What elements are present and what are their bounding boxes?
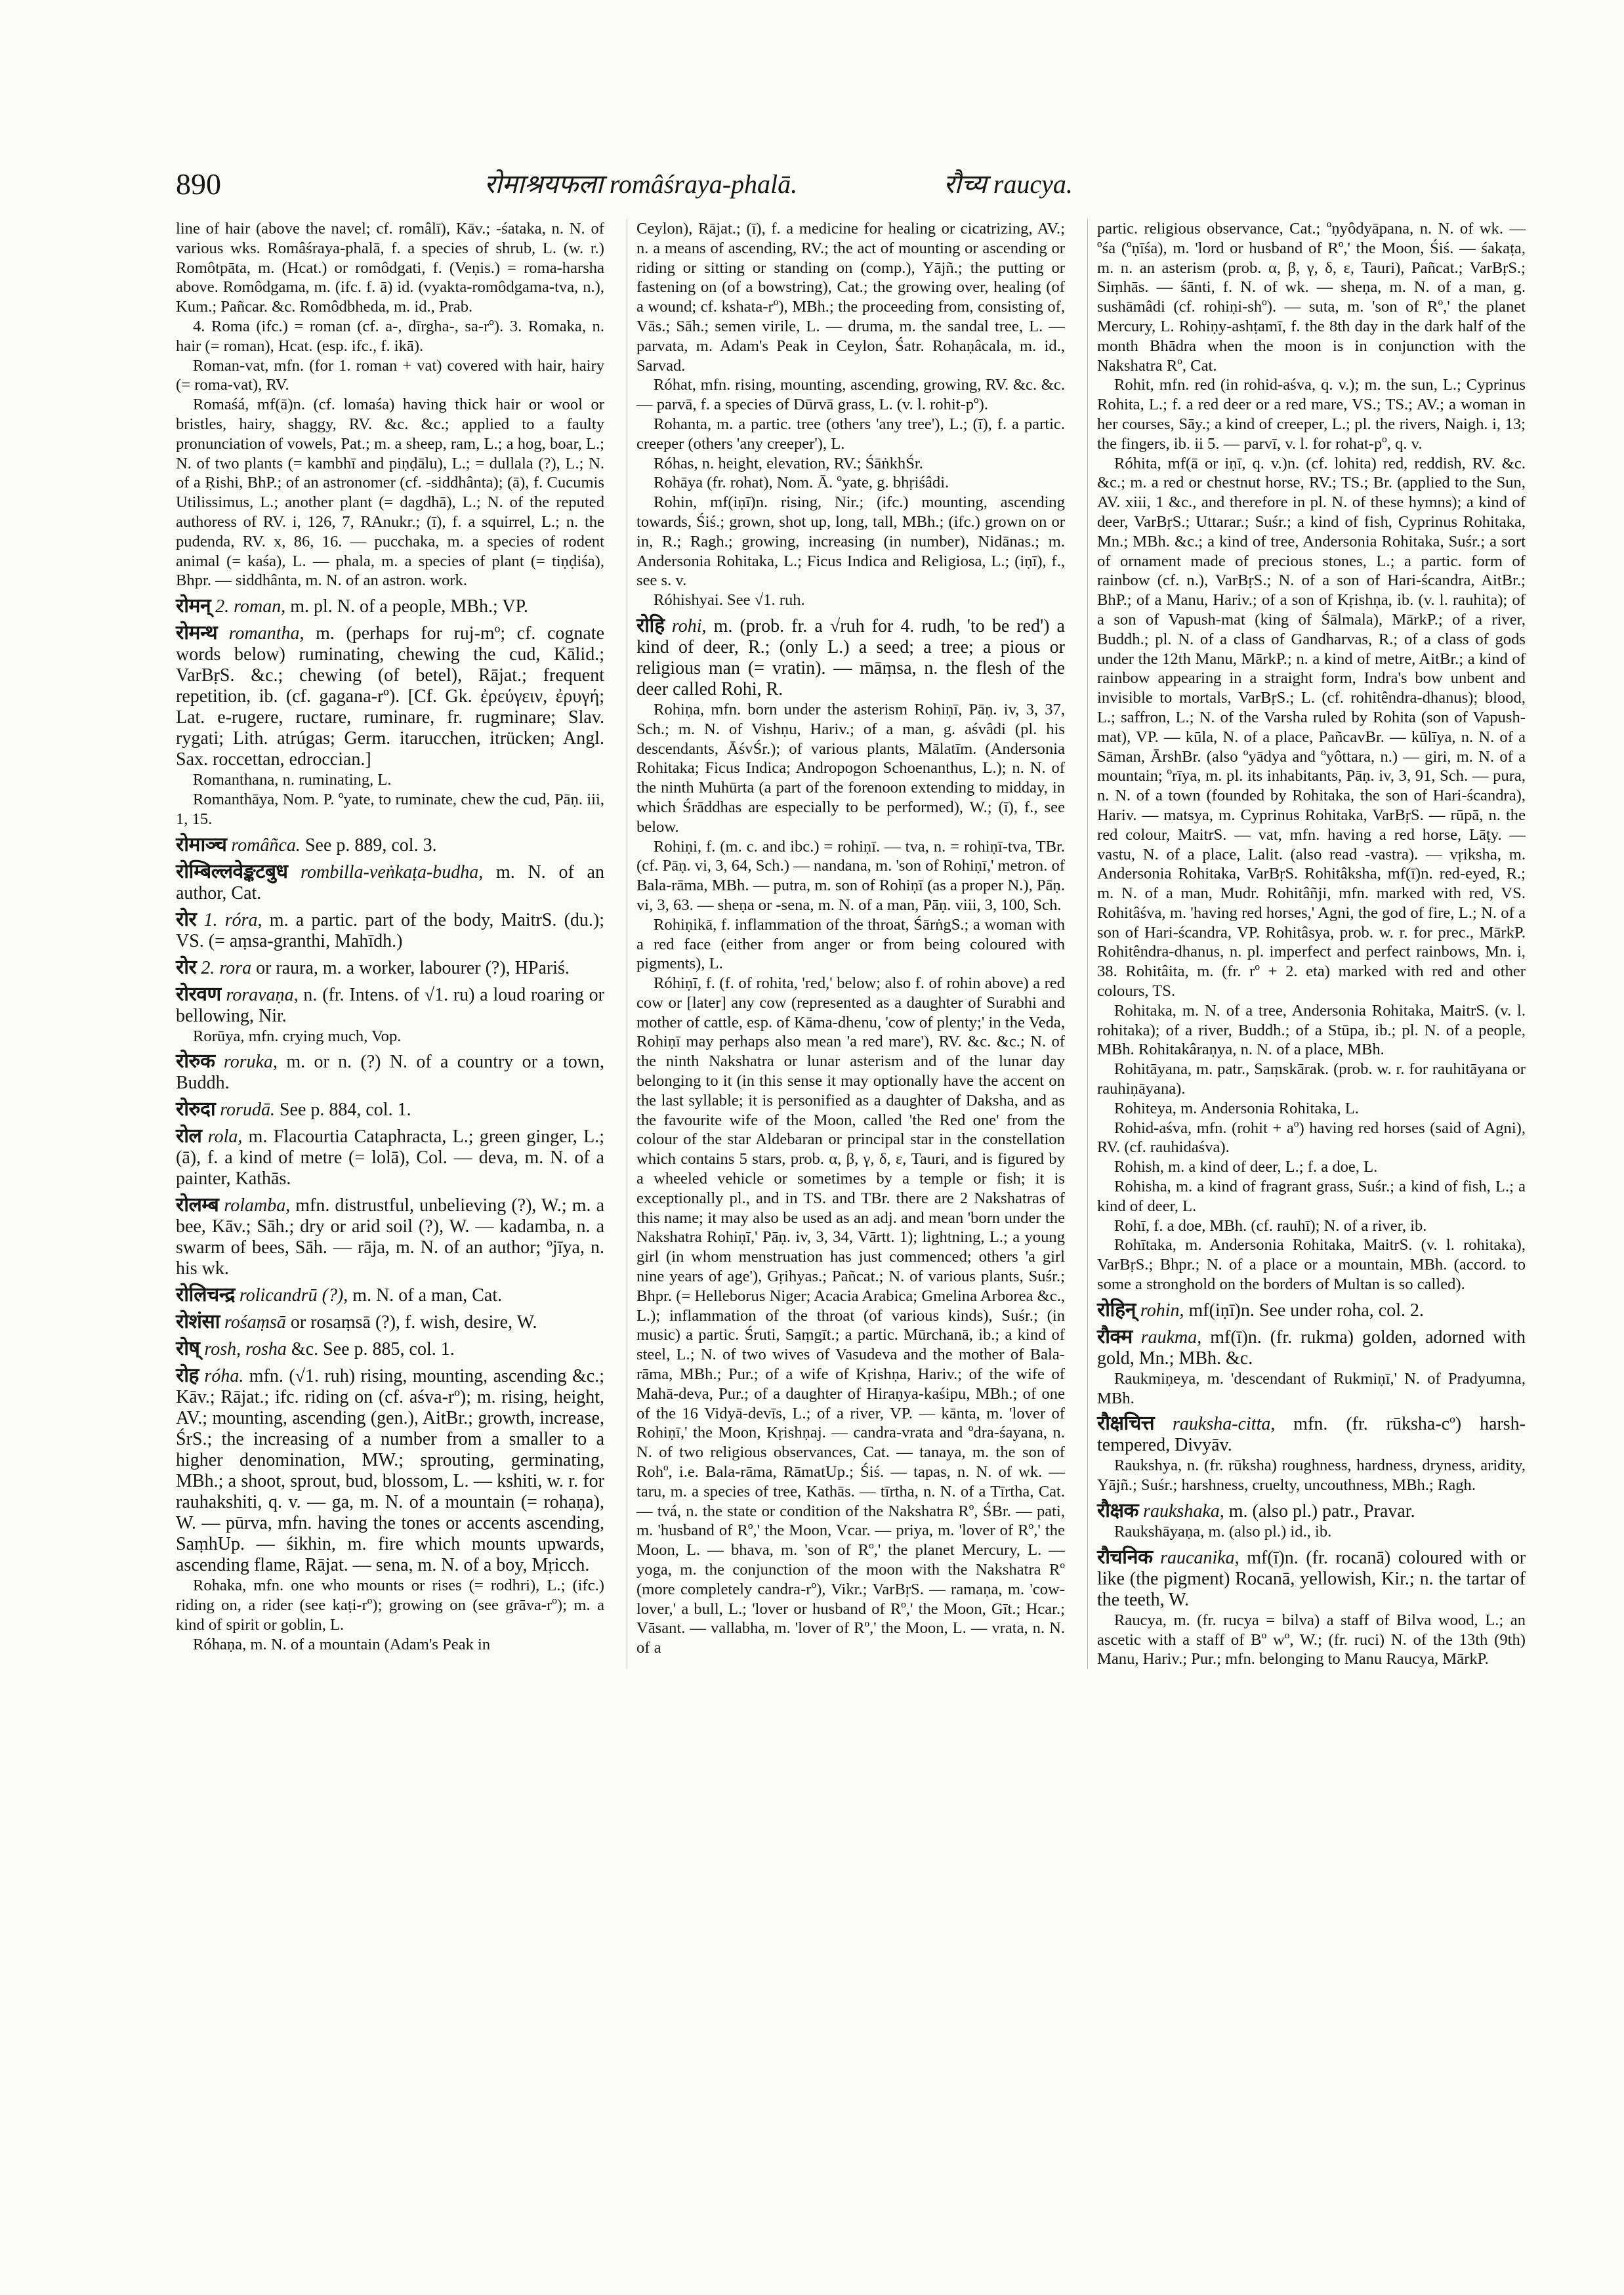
entry-text: Romaśá, mf(ā)n. (cf. lomaśa) having thick hair or wool or bristles, hairy, shaggy, RV. &c. &c.; applied to a faulty pronunciation of vowels, Pat.; m. a sheep, ram, L.; a hog, boar, L.; N. of two plants (= kambhī and piṇḍālu), L.; = dullala (?), L.; N. of a Ṛishi, BhP.; of an astronomer (cf. -siddhânta); (ā), f. Cucumis Utilissimus, L.; another plant (= dagdhā), L.; N. of the reputed authoress of RV. i, 126, 7, RAnukr.; (ī), f. a squirrel, L.; n. the pudenda, RV. x, 86, 16. — pucchaka, m. a species of rodent animal (= kaśa), L. — phala, m. a species of plant (= tiṇḍiśa), Bhpr. — siddhânta, m. N. of an astron. work.	[176, 396, 604, 590]
dictionary-entry	[636, 590, 1065, 610]
devanagari-headword: रोर	[176, 955, 197, 979]
column-3	[1087, 219, 1526, 1669]
entry-text: m. or n. (?) N. of a country or a town, Buddh.	[176, 1052, 605, 1094]
continued-entry	[176, 219, 604, 317]
entry-text: mfn. (√1. ruh) rising, mounting, ascending &c.; Kāv.; Rājat.; ifc. riding on (cf. aśva-rº); m. rising, height, AV.; mounting, ascending (gen.), AitBr.; growth, increase, ŚrS.; the increasing of a number from a smaller to a higher denomination, MW.; sprouting, germinating, MBh.; a shoot, sprout, bud, blossom, L. — kshiti, w. r. for rauhakshiti, q. v. — ga, m. N. of a mountain (= rohaṇa), W. — pūrva, mfn. having the tones or accents ascending, SaṃhUp. — śikhin, m. fire which mounts upwards, ascending flame, Rājat. — sena, m. N. of a boy, Mṛicch.	[176, 1366, 604, 1576]
entry-text: m. a partic. part of the body, MaitrS. (du.); VS. (= aṃsa-granthi, Mahīdh.)	[176, 909, 604, 951]
devanagari-headword: रोम्बिल्लवेङ्कटबुध	[176, 859, 288, 883]
right-guide-word: रौच्य raucya.	[944, 169, 1073, 199]
entry-text: m. pl. N. of a people, MBh.; VP.	[285, 596, 528, 617]
headword-entry	[176, 861, 604, 904]
page-number: 890	[176, 167, 221, 201]
entry-text: Rohitāyana, m. patr., Saṃskārak. (prob. w. r. for rauhitāyana or rauhiṇāyana).	[1097, 1060, 1526, 1098]
entry-text: mfn. (fr. rūksha-cº) harsh-tempered, Divyāv.	[1097, 1414, 1526, 1456]
dictionary-entry	[636, 915, 1065, 974]
dictionary-entry	[176, 770, 604, 790]
entry-text: m. (also pl.) patr., Pravar.	[1224, 1501, 1415, 1522]
dictionary-entry	[1097, 1099, 1526, 1119]
dictionary-entry	[636, 974, 1065, 1658]
dictionary-entry	[176, 1027, 604, 1046]
devanagari-headword: रोहि	[636, 613, 665, 637]
headword-entry	[176, 1126, 604, 1189]
entry-text: Romanthana, n. ruminating, L.	[193, 771, 392, 789]
devanagari-headword: रोष्	[176, 1337, 200, 1361]
devanagari-headword: रौचनिक	[1097, 1545, 1153, 1569]
entry-text: Róhaṇa, m. N. of a mountain (Adam's Peak in	[193, 1635, 491, 1653]
headword-entry	[176, 1312, 604, 1333]
dictionary-entry	[1097, 1177, 1526, 1216]
entry-text: Rohiteya, m. Andersonia Rohitaka, L.	[1114, 1099, 1359, 1117]
transliterated-headword: 1. róra,	[196, 909, 262, 930]
entry-text: Raukmiṇeya, m. 'descendant of Rukmiṇī,' N. of Pradyumna, MBh.	[1097, 1369, 1526, 1407]
devanagari-headword: रोरुक	[176, 1050, 215, 1073]
dictionary-entry	[636, 473, 1065, 493]
headword-entry	[176, 596, 604, 617]
entry-text: m. N. of an author, Cat.	[176, 861, 604, 903]
headword-entry	[176, 1051, 604, 1094]
devanagari-headword: रोमन्	[176, 594, 211, 618]
transliterated-headword: raukshaka,	[1138, 1501, 1224, 1522]
dictionary-entry	[636, 375, 1065, 415]
headword-entry	[1097, 1413, 1526, 1456]
entry-text: m. (prob. fr. a √ruh for 4. rudh, 'to be red') a kind of deer, R.; (only L.) a seed; a tree; a pious or religious man (= vratin). — māṃsa, n. the flesh of the deer called Rohi, R.	[636, 615, 1065, 699]
dictionary-entry	[1097, 1456, 1526, 1495]
headword-entry	[176, 957, 604, 979]
headword-entry	[1097, 1547, 1526, 1611]
headword-entry	[176, 984, 604, 1027]
left-guide-word: रोमाश्रयफला româśraya-phalā.	[484, 169, 798, 199]
headword-entry	[176, 623, 604, 770]
dictionary-entry	[176, 317, 604, 356]
entry-text: Róhishyai. See √1. ruh.	[654, 591, 805, 610]
headword-entry	[176, 909, 604, 952]
entry-text: Rohītaka, m. Andersonia Rohitaka, MaitrS. (v. l. rohitaka), VarBṛS.; Bhpr.; N. of a place or a mountain, MBh. (accord. to some a stronghold on the borders of Multan is so called).	[1097, 1236, 1526, 1294]
entry-text: mf(ī)n. (fr. rukma) golden, adorned with gold, Mn.; MBh. &c.	[1097, 1327, 1526, 1369]
entry-text: Róhas, n. height, elevation, RV.; ŚāṅkhŚr.	[654, 454, 923, 472]
devanagari-headword: रोलिचन्द्र	[176, 1283, 235, 1307]
entry-text: &c. See p. 885, col. 1.	[286, 1339, 455, 1360]
dictionary-entry	[176, 356, 604, 396]
entry-text: Rohiṇa, mfn. born under the asterism Rohiṇī, Pāṇ. iv, 3, 37, Sch.; m. N. of Vishṇu, Hariv.; of a man, g. aśvâdi (pl. his descendants, ĀśvŚr.); of various plants, Mālatīm. (Andersonia Rohitaka; Ficus Indica; Andropogon Schoenanthus, L.); n. N. of the ninth Muhūrta (a part of the forenoon extending to midday, in which Śrāddhas are especially to be performed), W.; (ī), f., see below.	[636, 700, 1065, 836]
dictionary-entry	[1097, 1235, 1526, 1294]
entry-text: Raukshya, n. (fr. rūksha) roughness, hardness, dryness, aridity, Yājñ.; Suśr.; harshness, cruelty, uncouthness, MBh.; Ragh.	[1097, 1457, 1526, 1495]
transliterated-headword: raukma,	[1132, 1327, 1202, 1348]
entry-text: Rohit, mfn. red (in rohid-aśva, q. v.); m. the sun, L.; Cyprinus Rohita, L.; f. a red deer or a red mare, VS.; TS.; AV.; a woman in her courses, Sāy.; a kind of creeper, L.; pl. the rivers, Naigh. i, 13; the fingers, ib. ii 5. — parvī, v. l. for rohat-pº, q. v.	[1097, 376, 1526, 453]
entry-text: m. Flacourtia Cataphracta, L.; green ginger, L.; (ā), f. a kind of metre (= lolā), Col. — deva, m. N. of a painter, Kathās.	[176, 1127, 604, 1189]
entry-text: Rohid-aśva, mfn. (rohit + aº) having red horses (said of Agni), RV. (cf. rauhidaśva).	[1097, 1119, 1526, 1157]
dictionary-entry	[636, 415, 1065, 454]
dictionary-entry	[1097, 375, 1526, 453]
headword-entry	[1097, 1327, 1526, 1369]
transliterated-headword: rohi,	[664, 615, 707, 636]
dictionary-entry	[1097, 1060, 1526, 1099]
transliterated-headword: róha.	[198, 1366, 244, 1387]
transliterated-headword: roruka,	[215, 1052, 278, 1073]
running-head	[176, 164, 1526, 205]
dictionary-entry	[1097, 1369, 1526, 1409]
entry-text: Raucya, m. (fr. rucya = bilva) a staff of Bilva wood, L.; an ascetic with a staff of Bº wº, W.; (fr. ruci) N. of the 13th (9th) Manu, Hariv.; Pur.; mfn. belonging to Manu Raucya, MārkP.	[1097, 1611, 1526, 1668]
entry-text: m. N. of a man, Cat.	[348, 1285, 503, 1306]
devanagari-headword: रोर	[176, 907, 197, 931]
entry-text: Rohiṇi, f. (m. c. and ibc.) = rohiṇī. — tva, n. = rohiṇī-tva, TBr. (cf. Pāṇ. vi, 3, 64, Sch.) — nandana, m. 'son of Rohiṇī,' metron. of Bala-rāma, MBh. — putra, m. son of Rohiṇī (as a proper N.), Pāṇ. vi, 3, 63. — sheṇa or -sena, m. N. of a man, Pāṇ. viii, 3, 100, Sch.	[636, 837, 1065, 914]
dictionary-entry	[1097, 1001, 1526, 1060]
transliterated-headword: rosh, rosha	[199, 1339, 287, 1360]
entry-text: Rohī, f. a doe, MBh. (cf. rauhī); N. of a river, ib.	[1114, 1216, 1427, 1235]
devanagari-headword: रोरुदा	[176, 1098, 216, 1121]
transliterated-headword: rauksha-citta,	[1154, 1414, 1276, 1435]
dictionary-entry	[176, 395, 604, 590]
transliterated-headword: romantha,	[217, 623, 304, 644]
dictionary-entry	[1097, 1157, 1526, 1177]
entry-text: Rohish, m. a kind of deer, L.; f. a doe, L.	[1114, 1158, 1378, 1176]
dictionary-entry	[1097, 1216, 1526, 1236]
entry-text: Ceylon), Rājat.; (ī), f. a medicine for healing or cicatrizing, AV.; n. a means of ascending, RV.; the act of mounting or ascending or riding or sitting or standing on (comp.), Yājñ.; the putting or fastening on (of a bowstring), Cat.; the growing over, healing (of a wound; cf. kshata-rº), MBh.; the proceeding from, consisting of, Vās.; Sāh.; semen virile, L. — druma, m. the sandal tree, L. — parvata, m. Adam's Peak in Ceylon, Śatr. Rohaṇâcala, m. id., Sarvad.	[636, 220, 1065, 375]
entry-text: mf(ī)n. (fr. rocanā) coloured with or like (the pigment) Rocanā, yellowish, Kir.; n. the tartar of the teeth, W.	[1097, 1547, 1526, 1610]
headword-entry	[176, 1365, 604, 1576]
continued-entry	[1097, 219, 1526, 375]
column-2	[627, 219, 1065, 1669]
transliterated-headword: rolicandrū (?),	[234, 1285, 348, 1306]
entry-text: mf(iṇī)n. See under roha, col. 2.	[1184, 1300, 1424, 1321]
headword-entry	[176, 1195, 604, 1279]
transliterated-headword: 2. rora	[196, 957, 252, 978]
dictionary-entry	[636, 454, 1065, 474]
dictionary-entry	[636, 700, 1065, 837]
headword-entry	[176, 835, 604, 856]
entry-text: line of hair (above the navel; cf. româlī), Kāv.; -śataka, n. N. of various wks. Româśraya-phalā, f. a species of shrub, L. (w. r.) Romôtpāta, m. (Hcat.) or romôdgati, f. (Veṇis.) = roma-harsha above. Romôdgama, m. (ifc. f. ā) id. (vyakta-romôdgama-tva, n.), Kum.; Pañcar. &c. Romôdbheda, m. id., Prab.	[176, 220, 604, 316]
entry-text: Rohin, mf(iṇī)n. rising, Nir.; (ifc.) mounting, ascending towards, Śiś.; grown, shot up, long, tall, MBh.; (ifc.) grown on or in, R.; Ragh.; growing, increasing (in number), Nidānas.; m. Andersonia Rohitaka, L.; Ficus Indica and Religiosa, L.; (iṇī), f., see s. v.	[636, 493, 1065, 590]
entry-text: Rohaka, mfn. one who mounts or rises (= rodhri), L.; (ifc.) riding on, a rider (see kaṭi-rº); growing on (see grāva-rº); m. a kind of spirit or goblin, L.	[176, 1577, 604, 1634]
dictionary-entry	[1097, 1119, 1526, 1158]
transliterated-headword: 2. roman,	[211, 596, 286, 617]
entry-text: mfn. distrustful, unbelieving (?), W.; m. a bee, Kāv.; Sāh.; dry or arid soil (?), W. — kadamba, n. a swarm of bees, Sāh. — rāja, m. N. of an author; ºjīya, n. his wk.	[176, 1195, 604, 1279]
transliterated-headword: rola,	[201, 1127, 243, 1148]
headword-entry	[1097, 1500, 1526, 1522]
headword-entry	[176, 1285, 604, 1306]
entry-text: 4. Roma (ifc.) = roman (cf. a-, dīrgha-, sa-rº). 3. Romaka, n. hair (= roman), Hcat. (esp. ifc., f. ikā).	[176, 317, 604, 355]
devanagari-headword: रोशंसा	[176, 1310, 220, 1334]
entry-text: Rorūya, mfn. crying much, Vop.	[193, 1027, 402, 1045]
entry-text: Roman-vat, mfn. (for 1. roman + vat) covered with hair, hairy (= roma-vat), RV.	[176, 356, 604, 394]
entry-text: n. (fr. Intens. of √1. ru) a loud roaring or bellowing, Nir.	[176, 984, 604, 1026]
headword-entry	[1097, 1300, 1526, 1321]
devanagari-headword: रौक्षचित्त	[1097, 1412, 1155, 1436]
entry-text: Rohiṇikā, f. inflammation of the throat, ŚārṅgS.; a woman with a red face (either from anger or from being coloured with pigments), L.	[636, 915, 1065, 973]
entry-text: Róhita, mf(ā or iṇī, q. v.)n. (cf. lohita) red, reddish, RV. &c. &c.; m. a red or chestnut horse, RV.; TS.; Br. (applied to the Sun, AV. xiii, 1 &c., and therefore in pl. N. of these hymns); a kind of deer, VarBṛS.; Uttarar.; Suśr.; a kind of fish, Cyprinus Rohitaka, Mn.; MBh. &c.; a kind of tree, Andersonia Rohitaka, Suśr.; a sort of ornament made of precious stones, L.; a partic. form of rainbow (cf. n.), VarBṛS.; N. of a son of Hari-ścandra, AitBr.; BhP.; of a Manu, Hariv.; of a son of Kṛishṇa, ib. (v. l. rauhita); of a son of Vapush-mat (king of Śālmala), MārkP.; of a river, Buddh.; pl. N. of a class of Gandharvas, R.; of a class of gods under the 12th Manu, MārkP.; n. a kind of metre, AitBr.; a kind of rainbow appearing in a straight form, Indra's bow unbent and invisible to mortals, VarBṛS.; L. (cf. rohitêndra-dhanus); blood, L.; saffron, L.; N. of the Varsha ruled by Rohita (son of Vapush-mat), VP. — kūla, N. of a place, PañcavBr. — kūlīya, n. N. of a Sāman, ĀrshBr. (also ºyādya and ºyôttara, n.) — giri, m. N. of a mountain; ºrīya, m. pl. its inhabitants, Pāṇ. iv, 3, 91, Sch. — pura, n. N. of a town (founded by Rohitaka, the son of Hari-ścandra), Hariv. — matsya, m. Cyprinus Rohitaka, VarBṛS. — rūpā, n. the red colour, MaitrS. — vat, mfn. having a red horse, Lāṭy. — vastu, N. of a place, Lalit. (also read -vastra). — vṛiksha, m. Andersonia Rohitaka, VarBṛS. Rohitâksha, mf(ī)n. red-eyed, R.; m. N. of a man, Mudr. Rohitâñji, mfn. marked with red, VS. Rohitâśva, m. 'having red horses,' Agni, the god of fire, L.; N. of a son of Hari-ścandra, VP. Rohitâsya, prob. w. r. for prec., MārkP. Rohitêndra-dhanus, n. pl. imperfect and perfect rainbows, Mn. i, 38. Rohitâita, m. (fr. rº + 2. eta) marked with red and other colours, TS.	[1097, 454, 1526, 1001]
headword-entry	[636, 615, 1065, 700]
entry-text: Raukshāyaṇa, m. (also pl.) id., ib.	[1114, 1523, 1332, 1541]
devanagari-headword: रोरवण	[176, 982, 221, 1006]
transliterated-headword: raucanika,	[1152, 1547, 1239, 1568]
dictionary-columns	[176, 219, 1526, 1669]
continued-entry	[636, 219, 1065, 375]
dictionary-entry	[176, 1635, 604, 1655]
column-1	[176, 219, 604, 1669]
transliterated-headword: rolamba,	[219, 1195, 291, 1216]
devanagari-headword: रोलम्ब	[176, 1193, 219, 1217]
entry-text: or rosaṃsā (?), f. wish, desire, W.	[285, 1312, 537, 1333]
entry-text: Rohisha, m. a kind of fragrant grass, Suśr.; a kind of fish, L.; a kind of deer, L.	[1097, 1178, 1526, 1215]
dictionary-entry	[636, 493, 1065, 590]
transliterated-headword: rorudā.	[215, 1100, 275, 1121]
transliterated-headword: rohin,	[1135, 1300, 1184, 1321]
devanagari-headword: रोह	[176, 1364, 199, 1388]
entry-text: Róhiṇī, f. (f. of rohita, 'red,' below; also f. of rohin above) a red cow or [later] any cow (represented as a daughter of Surabhi and mother of cattle, esp. of Kāma-dhenu, 'cow of plenty;' in the Veda, Rohiṇī may perhaps also mean 'a red mare'), RV. &c. &c.; N. of the ninth Nakshatra or lunar asterism and of the lunar day belonging to it (in this sense it may optionally have the accent on the last syllable; it is personified as a daughter of Daksha, and as the favourite wife of the Moon, called 'the Red one' from the colour of the star Aldebaran or principal star in the constellation which contains 5 stars, prob. α, β, γ, δ, ε, Tauri, and is figured by a wheeled vehicle or sometimes by a temple or fish; it is exceptionally pl., and in TS. and TBr. there are 2 Nakshatras of this name; it may also be used as an adj. and mean 'born under the Nakshatra Rohiṇī,' Pāṇ. iv, 3, 34, Vārtt. 1); lightning, L.; a young girl (in whom menstruation has just commenced; others 'a girl nine years of age'), Gṛihyas.; Pañcat.; N. of various plants, Suśr.; Bhpr. (= Helleborus Niger; Acacia Arabica; Gmelina Arborea &c., L.); inflammation of the throat (of various kinds), Suśr.; (in music) a partic. Śruti, Saṃgīt.; a partic. Mūrchanā, ib.; a kind of steel, L.; N. of two wives of Vasudeva and the mother of Bala-rāma, MBh.; Pur.; of a wife of Kṛishṇa, Hariv.; of the wife of Mahā-deva, Pur.; of a daughter of Hiraṇya-kaśipu, MBh.; of one of the 16 Vidyā-devīs, L.; of a river, VP. — kānta, m. 'lover of Rohiṇī,' the Moon, Kṛishṇaj. — candra-vrata and ºdra-śayana, n. N. of two religious observances, Cat. — tanaya, m. the son of Rohº, i.e. Bala-rāma, RāmatUp.; Śiś. — tapas, n. N. of wk. — taru, m. a species of tree, Kathās. — tīrtha, n. N. of a Tīrtha, Cat. — tvá, n. the state or condition of the Nakshatra Rº, ŚBr. — pati, m. 'husband of Rº,' the Moon, Vcar. — priya, m. 'lover of Rº,' the Moon, L. — bhava, m. 'son of Rº,' the planet Mercury, L. — yoga, m. the conjunction of the moon with the Nakshatra Rº (more completely candra-rº), Vikr.; VarBṛS. — ramaṇa, m. 'cow-lover,' a bull, L.; 'lover or husband of Rº,' the Moon, Gīt.; Hcar.; Vāsant. — vallabha, m. 'lover of Rº,' the Moon, L. — vrata, n. N. of a	[636, 974, 1065, 1657]
headword-entry	[176, 1338, 604, 1360]
devanagari-headword: रोहिन्	[1097, 1298, 1136, 1321]
dictionary-entry	[1097, 454, 1526, 1001]
devanagari-headword: रोमन्थ	[176, 621, 218, 645]
entry-text: Romanthāya, Nom. P. ºyate, to ruminate, chew the cud, Pāṇ. iii, 1, 15.	[176, 790, 604, 828]
entry-text: or raura, m. a worker, labourer (?), HPariś.	[251, 957, 570, 978]
devanagari-headword: रोमाञ्च	[176, 833, 227, 856]
dictionary-entry	[176, 1576, 604, 1634]
devanagari-headword: रौक्म	[1097, 1325, 1133, 1348]
entry-text: Rohāya (fr. rohat), Nom. Ā. ºyate, g. bhṛiśâdi.	[654, 474, 949, 492]
entry-text: Rohitaka, m. N. of a tree, Andersonia Rohitaka, MaitrS. (v. l. rohitaka); of a river, Buddh.; of a Stūpa, ib.; pl. N. of a people, MBh. Rohitakâraṇya, n. N. of a place, MBh.	[1097, 1001, 1526, 1059]
entry-text: See p. 889, col. 3.	[300, 835, 437, 856]
entry-text: m. (perhaps for ruj-mº; cf. cognate words below) ruminating, chewing the cud, Kālid.; VarBṛS. &c.; chewing (of betel), Rājat.; frequent repetition, ib. (cf. gagana-rº). [Cf. Gk. ἐρεύγειν, ἐρυγή; Lat. e-rugere, ructare, ruminare, fr. rugminare; Slav. rygati; Lith. atrúgas; Germ. itarucchen, itrücken; Angl. Sax. roccettan, edroccian.]	[176, 623, 605, 770]
entry-text: partic. religious observance, Cat.; ºṇyôdyāpana, n. N. of wk. — ºśa (ºṇīśa), m. 'lord or husband of Rº,' the Moon, Śiś. — śakaṭa, m. n. an asterism (prob. α, β, γ, δ, ε, Tauri), Pañcat.; VarBṛS.; Siṃhās. — śānti, f. N. of wk. — sheṇa, m. N. of a man, g. sushāmâdi (cf. rohiṇi-shº). — suta, m. 'son of Rº,' the planet Mercury, L. Rohiṇy-ashṭamī, f. the 8th day in the dark half of the month Bhādra when the moon is in conjunction with the Nakshatra Rº, Cat.	[1097, 220, 1526, 375]
entry-text: Róhat, mfn. rising, mounting, ascending, growing, RV. &c. &c. — parvā, f. a species of Dūrvā grass, L. (v. l. rohit-pº).	[636, 376, 1065, 414]
dictionary-entry	[176, 790, 604, 829]
headword-entry	[176, 1099, 604, 1121]
transliterated-headword: roravaṇa,	[220, 984, 299, 1005]
devanagari-headword: रोल	[176, 1125, 202, 1148]
transliterated-headword: rombilla-veṅkaṭa-budha,	[287, 861, 484, 882]
dictionary-entry	[636, 837, 1065, 915]
transliterated-headword: rośaṃsā	[220, 1312, 286, 1333]
dictionary-entry	[1097, 1611, 1526, 1669]
entry-text: See p. 884, col. 1.	[274, 1100, 411, 1121]
transliterated-headword: româñca.	[226, 835, 301, 856]
devanagari-headword: रौक्षक	[1097, 1499, 1139, 1523]
entry-text: Rohanta, m. a partic. tree (others 'any tree'), L.; (ī), f. a partic. creeper (others 'any creeper'), L.	[636, 415, 1065, 453]
dictionary-entry	[1097, 1522, 1526, 1542]
